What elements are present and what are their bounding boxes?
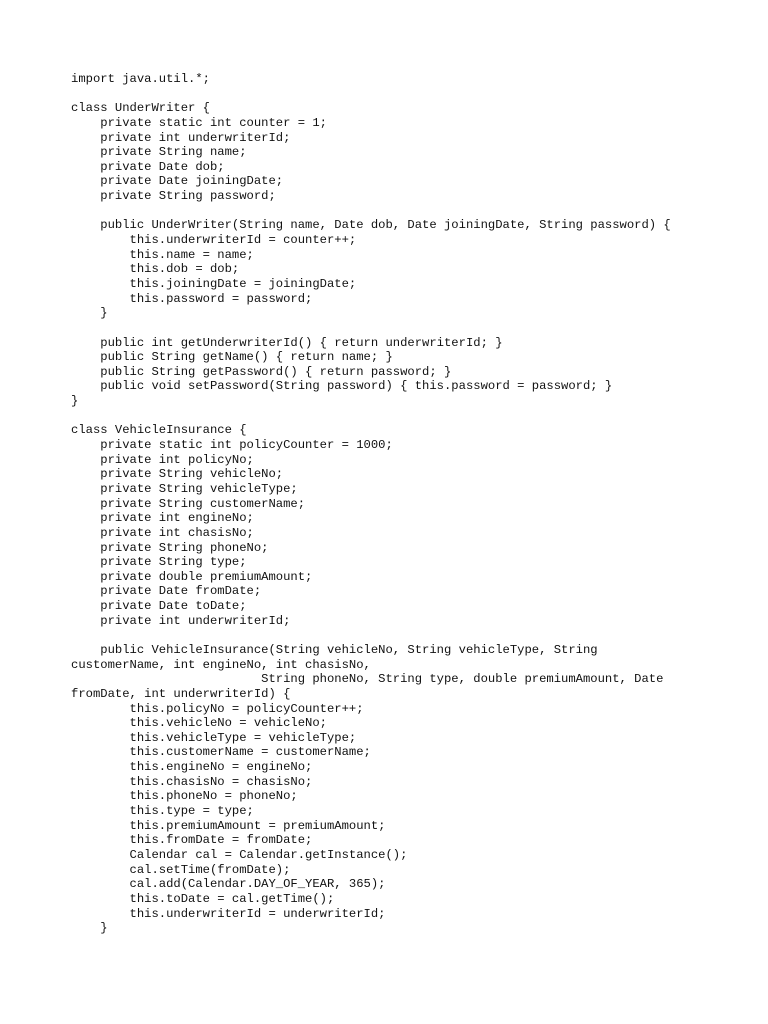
code-line: cal.setTime(fromDate); <box>71 862 291 877</box>
code-line: private static int policyCounter = 1000; <box>71 438 393 453</box>
code-line: this.underwriterId = counter++; <box>71 233 357 248</box>
code-line: public int getUnderwriterId() { return underwriterId; } <box>71 335 503 350</box>
code-line: class VehicleInsurance { <box>71 423 247 438</box>
code-line: private String type; <box>71 555 247 570</box>
code-line: class UnderWriter { <box>71 101 210 116</box>
code-line: } <box>71 394 79 409</box>
code-line <box>71 321 751 336</box>
code-line: String phoneNo, String type, double premiumAmount, Date <box>71 672 664 687</box>
code-line: public String getName() { return name; } <box>71 350 393 365</box>
code-line: this.name = name; <box>71 247 254 262</box>
code-line: private int chasisNo; <box>71 525 254 540</box>
code-line: public VehicleInsurance(String vehicleNo, String vehicleType, String <box>71 642 598 657</box>
code-line: this.dob = dob; <box>71 262 240 277</box>
code-line <box>71 87 751 102</box>
code-line: private Date joiningDate; <box>71 174 284 189</box>
code-line: this.password = password; <box>71 291 313 306</box>
code-line: customerName, int engineNo, int chasisNo, <box>71 657 371 672</box>
code-line: cal.add(Calendar.DAY_OF_YEAR, 365); <box>71 877 386 892</box>
code-line: this.underwriterId = underwriterId; <box>71 906 386 921</box>
code-line: fromDate, int underwriterId) { <box>71 686 291 701</box>
code-line: private int policyNo; <box>71 452 254 467</box>
code-line: this.chasisNo = chasisNo; <box>71 774 313 789</box>
code-line: private String vehicleNo; <box>71 467 284 482</box>
code-line: this.joiningDate = joiningDate; <box>71 276 357 291</box>
code-line: this.phoneNo = phoneNo; <box>71 789 298 804</box>
code-line: } <box>71 306 108 321</box>
code-line: this.vehicleNo = vehicleNo; <box>71 716 327 731</box>
code-line: private Date dob; <box>71 159 225 174</box>
code-line <box>71 204 751 219</box>
code-line: public String getPassword() { return password; } <box>71 364 452 379</box>
code-line: private String customerName; <box>71 496 306 511</box>
code-line: this.toDate = cal.getTime(); <box>71 891 335 906</box>
code-line: private Date toDate; <box>71 599 247 614</box>
code-line: private String vehicleType; <box>71 481 298 496</box>
code-line: private Date fromDate; <box>71 584 262 599</box>
code-line: private int underwriterId; <box>71 130 291 145</box>
code-line: import java.util.*; <box>71 72 210 86</box>
code-line: private String name; <box>71 145 247 160</box>
code-line: } <box>71 921 108 936</box>
code-line: public void setPassword(String password) { this.password = password; } <box>71 379 613 394</box>
code-line: Calendar cal = Calendar.getInstance(); <box>71 847 408 862</box>
code-line: private int engineNo; <box>71 511 254 526</box>
code-line: this.premiumAmount = premiumAmount; <box>71 818 386 833</box>
code-line <box>71 628 751 643</box>
code-block <box>71 72 751 936</box>
code-line: private String phoneNo; <box>71 540 269 555</box>
code-line: private double premiumAmount; <box>71 569 313 584</box>
code-line: this.type = type; <box>71 804 254 819</box>
code-line: this.policyNo = policyCounter++; <box>71 701 364 716</box>
code-line: this.engineNo = engineNo; <box>71 760 313 775</box>
code-line: this.vehicleType = vehicleType; <box>71 730 357 745</box>
code-line: public UnderWriter(String name, Date dob, Date joiningDate, String password) { <box>71 218 671 233</box>
code-line: private int underwriterId; <box>71 613 291 628</box>
code-line <box>71 409 751 424</box>
code-line: private static int counter = 1; <box>71 115 327 130</box>
code-line: this.customerName = customerName; <box>71 745 371 760</box>
code-line: this.fromDate = fromDate; <box>71 833 313 848</box>
code-line: private String password; <box>71 189 276 204</box>
